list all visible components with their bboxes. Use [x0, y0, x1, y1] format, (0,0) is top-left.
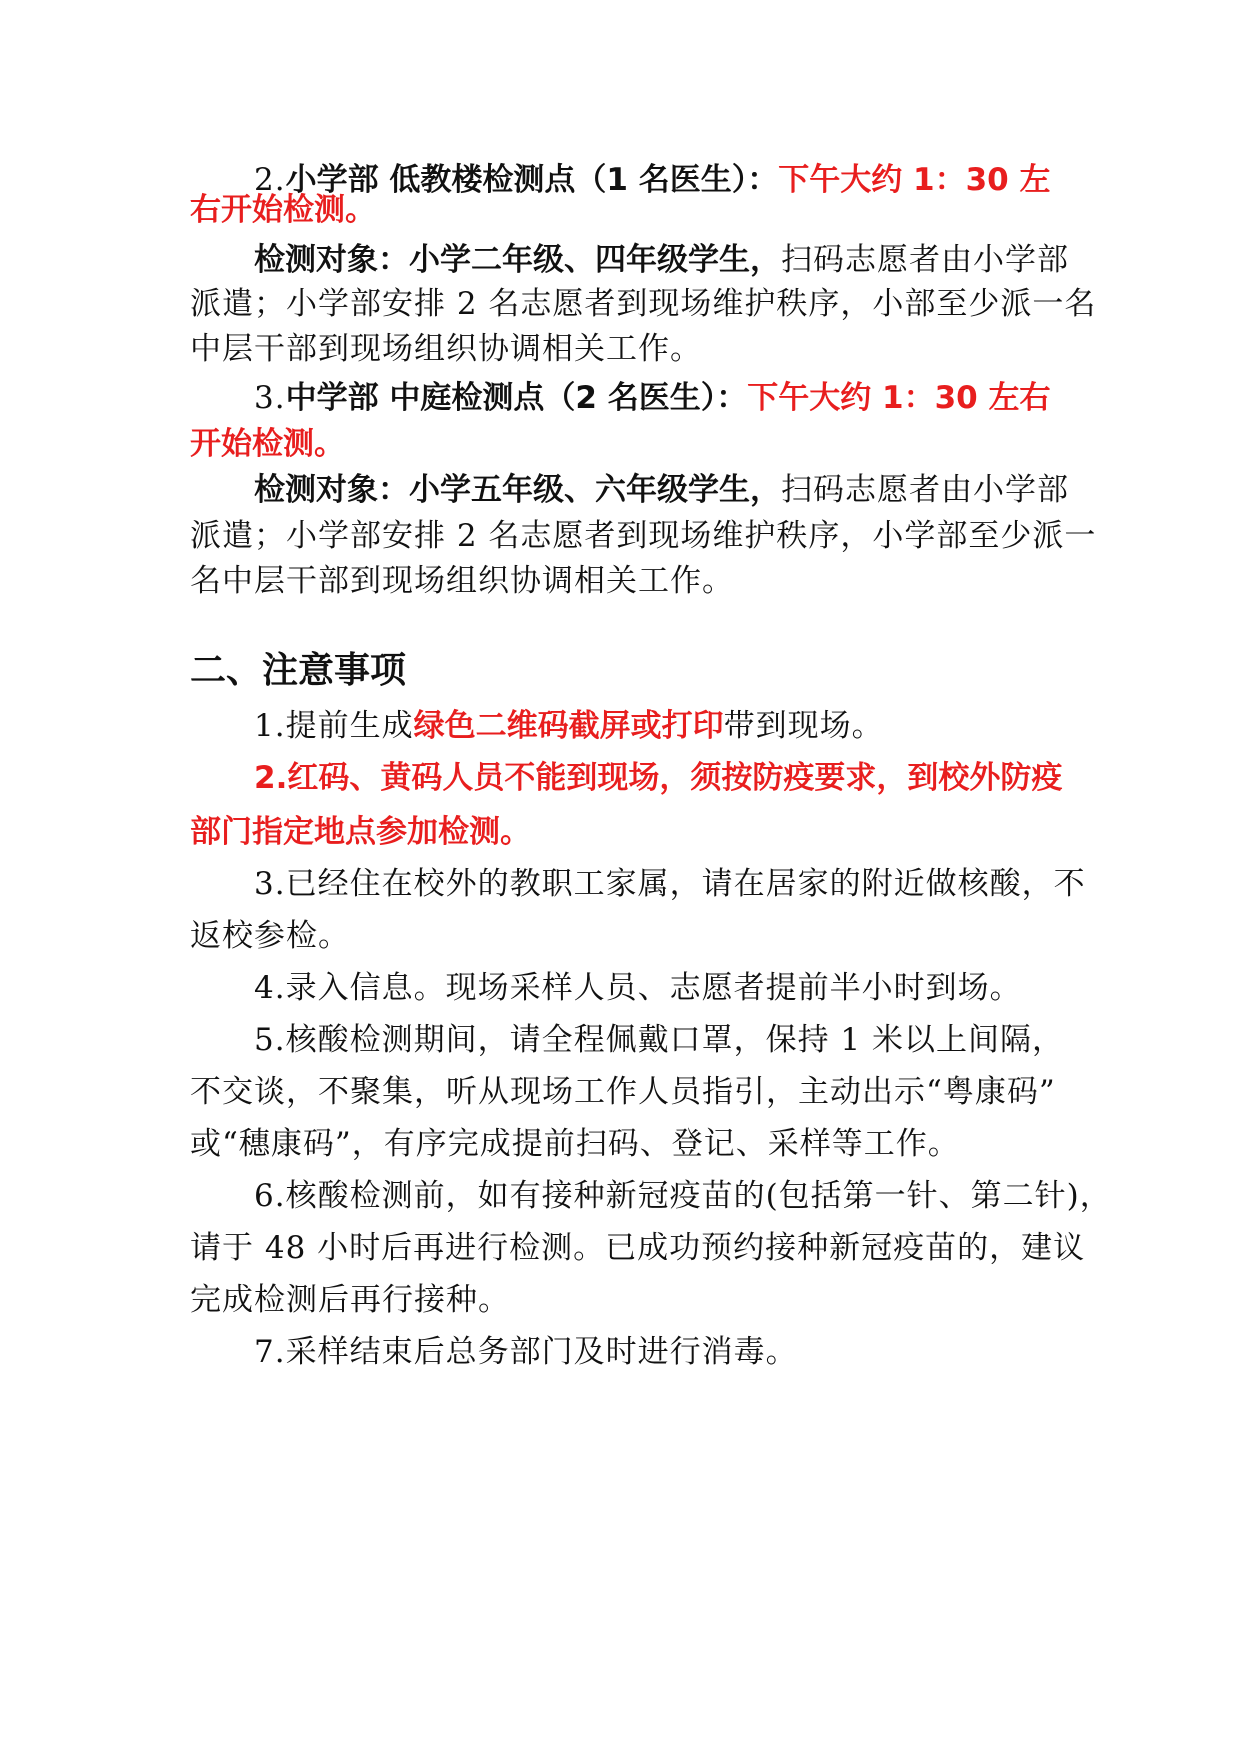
item2-target-text: 扫码志愿者由小学部 [781, 242, 1069, 278]
item2-time-continued [190, 190, 1050, 230]
note-5-line: 5.核酸检测期间，请全程佩戴口罩，保持 1 米以上间隔， [254, 1022, 1065, 1058]
item2-body-line: 派遣；小学部安排 2 名志愿者到现场维护秩序，小部至少派一名 [190, 286, 1097, 322]
item3-target-label: 检测对象：小学五年级、六年级学生， [254, 472, 781, 508]
item2-target-label: 检测对象：小学二年级、四年级学生， [254, 242, 781, 278]
item3-body-line: 名中层干部到现场组织协调相关工作。 [190, 563, 734, 599]
note-6-line: 完成检测后再行接种。 [190, 1282, 510, 1318]
note-1-prefix: 1.提前生成 [254, 708, 414, 744]
note-3-line: 3.已经住在校外的教职工家属，请在居家的附近做核酸，不 [254, 866, 1086, 902]
item2-location: 小学部 低教楼检测点（1 名医生）： [285, 162, 779, 198]
item3-target-line [254, 470, 1069, 510]
note-4-line: 4.录入信息。现场采样人员、志愿者提前半小时到场。 [254, 970, 1022, 1006]
note-2-line: 部门指定地点参加检测。 [190, 814, 531, 850]
section-heading: 二、注意事项 [190, 650, 407, 691]
note-1-highlight: 绿色二维码截屏或打印 [413, 708, 724, 744]
item3-time: 下午大约 1：30 左右 [747, 380, 1051, 416]
note-3-line: 返校参检。 [190, 918, 350, 954]
note-5-line: 或“穗康码”，有序完成提前扫码、登记、采样等工作。 [190, 1126, 960, 1162]
note-1-suffix: 带到现场。 [723, 708, 884, 744]
item2-time-end: 右开始检测。 [190, 192, 376, 228]
item2-number: 2. [254, 162, 286, 198]
item3-title-line [254, 378, 1050, 418]
item3-body-line: 派遣；小学部安排 2 名志愿者到现场维护秩序，小学部至少派一 [190, 518, 1097, 554]
item2-body-line: 中层干部到现场组织协调相关工作。 [190, 331, 702, 367]
note-7-line: 7.采样结束后总务部门及时进行消毒。 [254, 1334, 798, 1370]
item3-time-continued [190, 424, 1050, 464]
item3-number: 3. [254, 380, 286, 416]
item2-target-line [254, 240, 1069, 280]
note-5-line: 不交谈，不聚集，听从现场工作人员指引，主动出示“粤康码” [190, 1074, 1056, 1110]
note-2-line: 2.红码、黄码人员不能到现场，须按防疫要求，到校外防疫 [254, 760, 1063, 796]
note-6-line: 请于 48 小时后再进行检测。已成功预约接种新冠疫苗的，建议 [190, 1230, 1086, 1266]
item3-location: 中学部 中庭检测点（2 名医生）： [285, 380, 748, 416]
note-6-line: 6.核酸检测前，如有接种新冠疫苗的(包括第一针、第二针)， [254, 1178, 1112, 1214]
item3-target-text: 扫码志愿者由小学部 [781, 472, 1069, 508]
item3-time-end: 开始检测。 [190, 426, 345, 462]
item2-time: 下午大约 1：30 左 [778, 162, 1051, 198]
note-1 [254, 706, 1050, 746]
